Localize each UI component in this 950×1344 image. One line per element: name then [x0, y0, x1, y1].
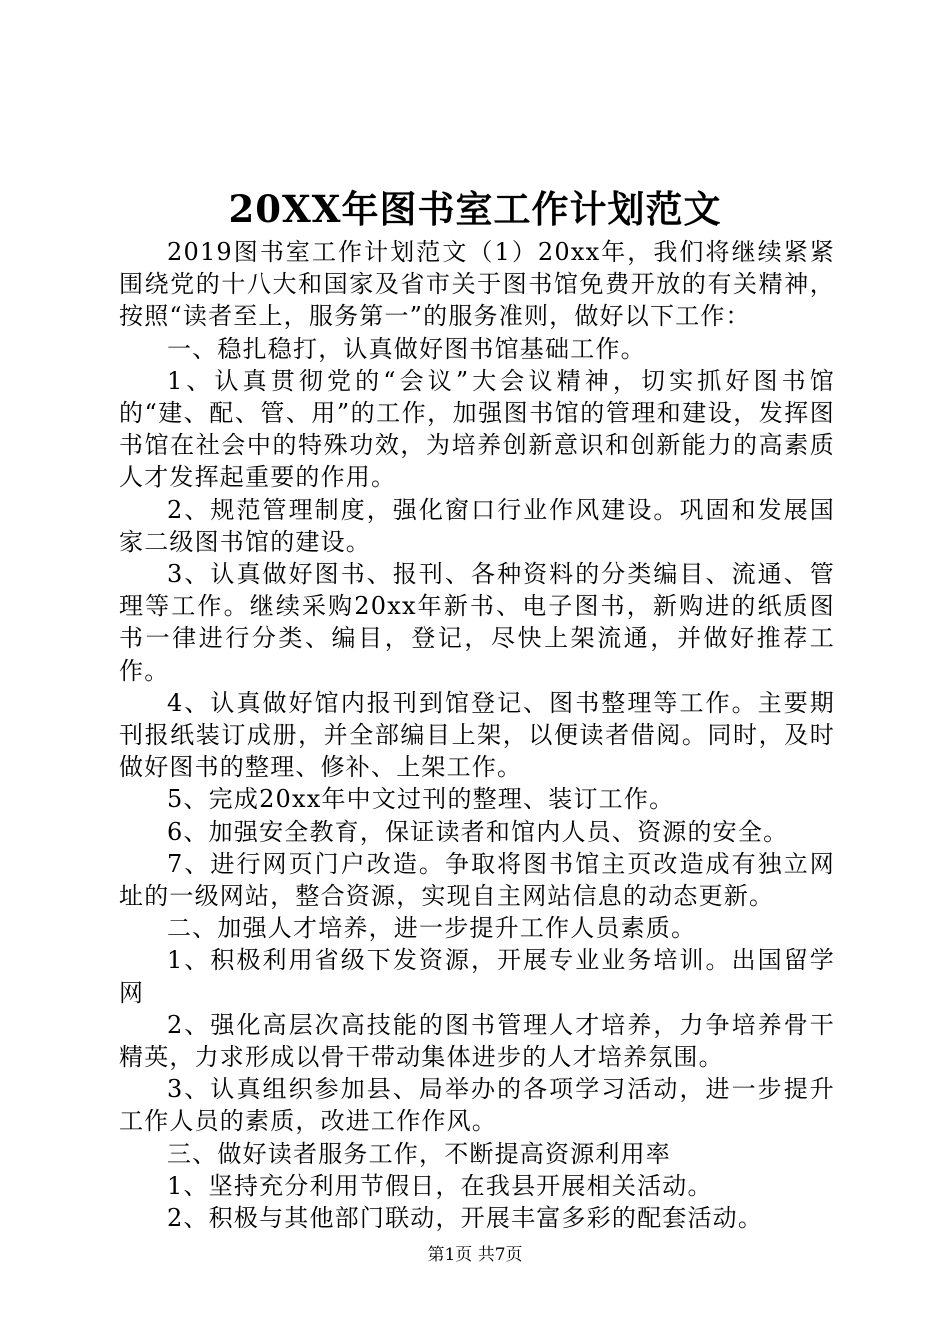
paragraph: 2、积极与其他部门联动，开展丰富多彩的配套活动。 [167, 1204, 764, 1233]
section-heading: 二、加强人才培养，进一步提升工作人员素质。 [167, 914, 697, 943]
page-number: 第1页 共7页 [427, 1245, 523, 1265]
section-heading: 三、做好读者服务工作，不断提高资源利用率 [167, 1139, 671, 1168]
paragraph: 3、认真做好图书、报刊、各种资料的分类编目、流通、管理等工作。继续采购20xx年新书、电子图书，新购进的纸质图书一律进行分类、编目，登记，尽快上架流通，并做好推荐工作。 [119, 560, 835, 685]
document-title: 20XX年图书室工作计划范文 [228, 187, 722, 231]
paragraph: 6、加强安全教育，保证读者和馆内人员、资源的安全。 [167, 817, 789, 846]
paragraph: 3、认真组织参加县、局举办的各项学习活动，进一步提升工作人员的素质，改进工作作风。 [119, 1075, 835, 1136]
paragraph: 4、认真做好馆内报刊到馆登记、图书整理等工作。主要期刊报纸装订成册，并全部编目上架，以便读者借阅。同时，及时做好图书的整理、修补、上架工作。 [119, 688, 835, 782]
paragraph: 2019图书室工作计划范文（1）20xx年，我们将继续紧紧围绕党的十八大和国家及省市关于图书馆免费开放的有关精神，按照“读者至上，服务第一”的服务准则，做好以下工作： [119, 238, 835, 331]
paragraph: 2、规范管理制度，强化窗口行业作风建设。巩固和发展国家二级图书馆的建设。 [119, 495, 835, 556]
paragraph: 7、进行网页门户改造。争取将图书馆主页改造成有独立网址的一级网站，整合资源，实现自主网站信息的动态更新。 [119, 849, 835, 911]
paragraph: 1、积极利用省级下发资源，开展专业业务培训。出国留学网 [119, 946, 835, 1007]
paragraph: 1、坚持充分利用节假日，在我县开展相关活动。 [167, 1171, 713, 1200]
section-heading: 一、稳扎稳打，认真做好图书馆基础工作。 [167, 334, 646, 363]
paragraph: 5、完成20xx年中文过刊的整理、装订工作。 [167, 785, 675, 814]
document-body [119, 236, 835, 1234]
paragraph: 1、认真贯彻党的“会议”大会议精神，切实抓好图书馆的“建、配、管、用”的工作，加强图书馆的管理和建设，发挥图书馆在社会中的特殊功效，为培养创新意识和创新能力的高素质人才发挥起重要的作用。 [119, 366, 835, 492]
paragraph: 2、强化高层次高技能的图书管理人才培养，力争培养骨干精英，力求形成以骨干带动集体进步的人才培养氛围。 [119, 1010, 835, 1072]
